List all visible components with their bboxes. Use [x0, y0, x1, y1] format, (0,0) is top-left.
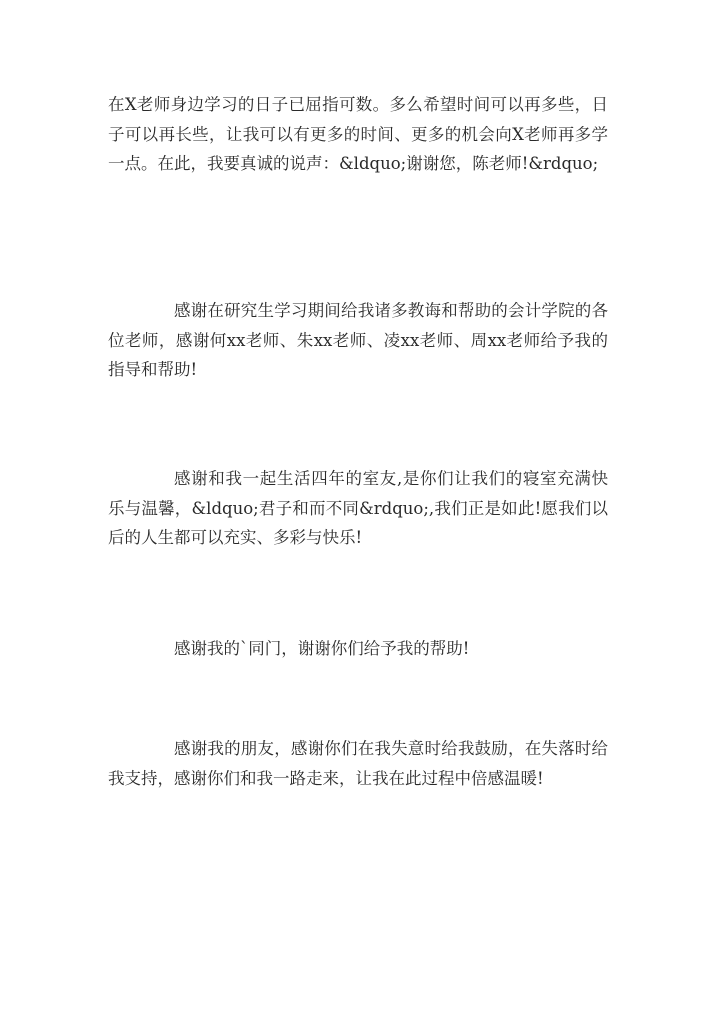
- paragraph-classmates-thanks: 感谢我的`同门，谢谢你们给予我的帮助!: [174, 639, 470, 658]
- paragraph-teacher-thanks: 在X老师身边学习的日子已屈指可数。多么希望时间可以再多些，日子可以再长些，让我可以有更多的时间、更多的机会向X老师再多学一点。在此，我要真诚的说声：&ldquo;谢谢您，陈老师!&rdquo;: [108, 95, 608, 173]
- paragraph-roommates-thanks: 感谢和我一起生活四年的室友,是你们让我们的寝室充满快乐与温馨，&ldquo;君子和而不同&rdquo;,我们正是如此!愿我们以后的人生都可以充实、多彩与快乐!: [108, 469, 608, 547]
- paragraph-friends-thanks: 感谢我的朋友，感谢你们在我失意时给我鼓励，在失落时给我支持，感谢你们和我一路走来，让我在此过程中倍感温暖!: [108, 739, 608, 788]
- paragraph-faculty-thanks: 感谢在研究生学习期间给我诸多教诲和帮助的会计学院的各位老师，感谢何xx老师、朱xx老师、凌xx老师、周xx老师给予我的指导和帮助!: [108, 301, 608, 379]
